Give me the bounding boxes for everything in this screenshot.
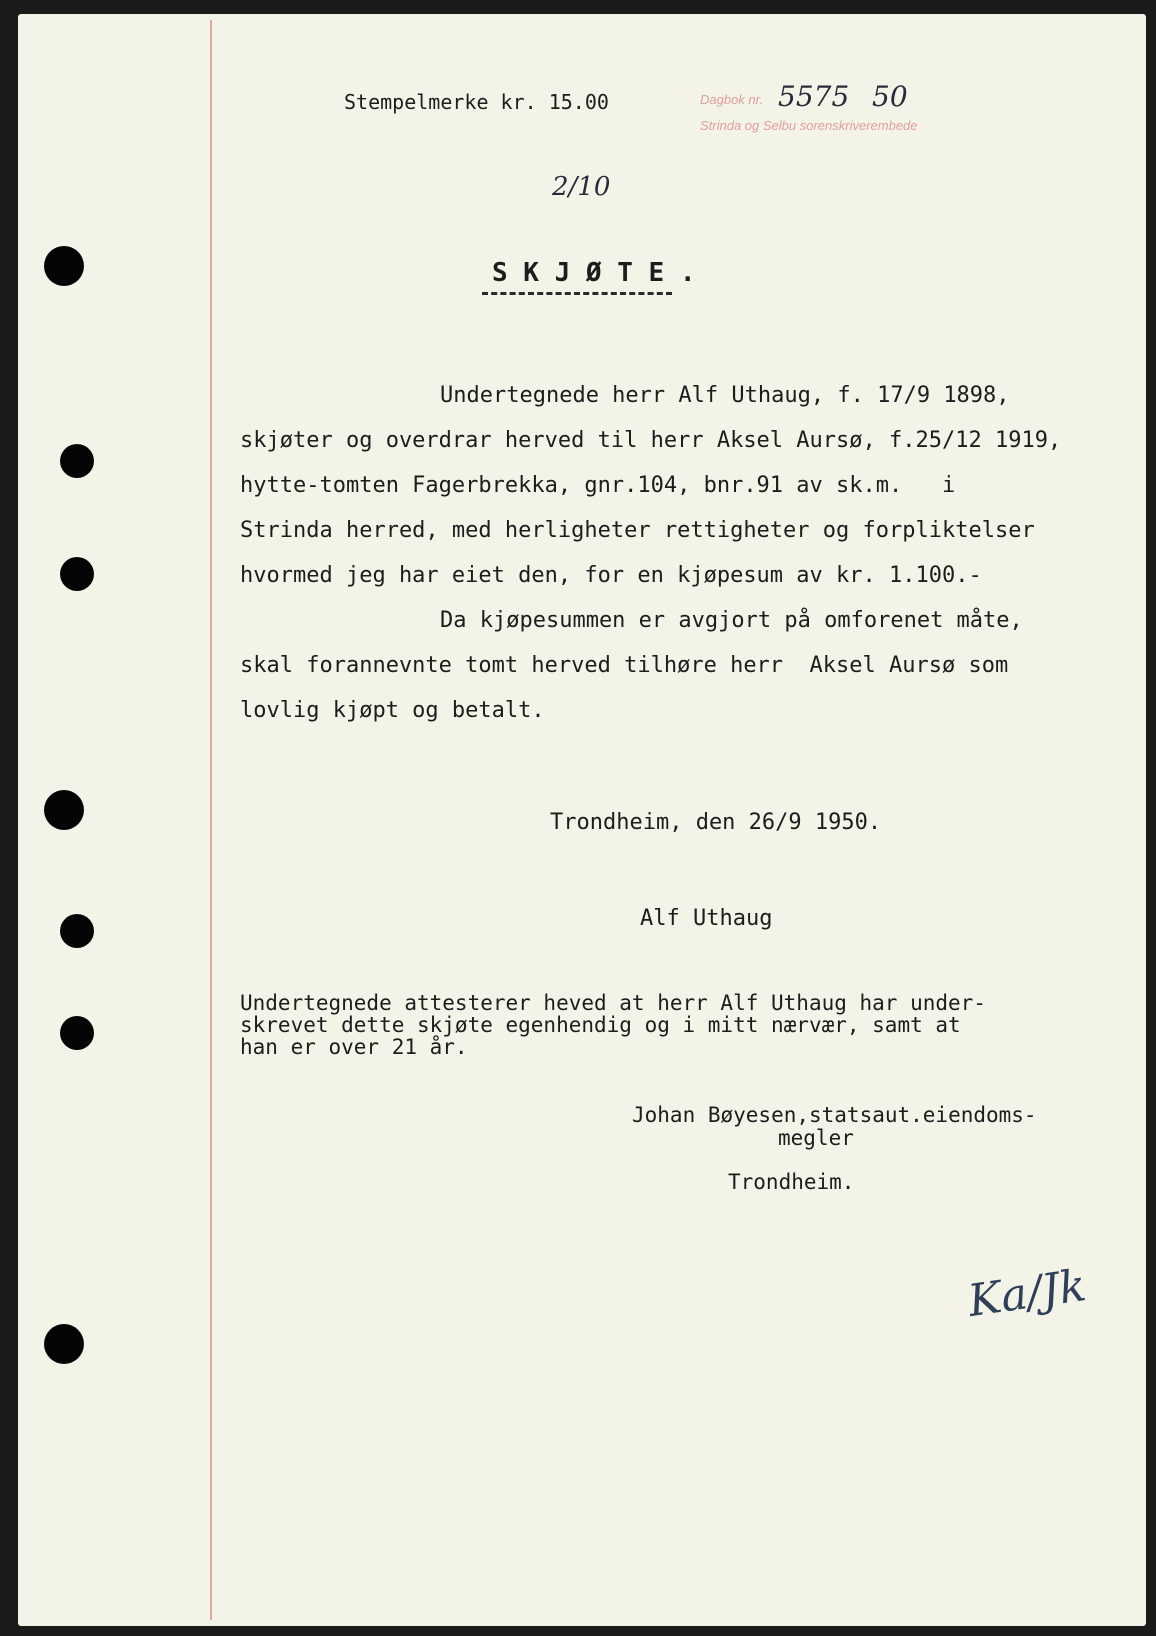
signatory-name: Alf Uthaug	[640, 906, 773, 931]
register-year: 50	[872, 80, 908, 113]
witness-name: Johan Bøyesen,statsaut.eiendoms-	[632, 1103, 1037, 1127]
body-line: Undertegnede herr Alf Uthaug, f. 17/9 1898,	[440, 383, 1010, 408]
place-date: Trondheim, den 26/9 1950.	[550, 810, 882, 835]
document-title: S K J Ø T E .	[492, 258, 696, 288]
punch-hole	[44, 790, 84, 830]
stamp-fee: Stempelmerke kr. 15.00	[344, 90, 609, 114]
body-line: hvormed jeg har eiet den, for en kjøpesum av kr. 1.100.-	[240, 563, 982, 588]
body-line: hytte-tomten Fagerbrekka, gnr.104, bnr.91 av sk.m. i	[240, 473, 956, 498]
handwritten-initials: Ka/Jk	[965, 1260, 1090, 1327]
title-underline	[482, 292, 672, 295]
witness-title: megler	[778, 1126, 854, 1150]
punch-hole	[44, 1324, 84, 1364]
punch-hole	[60, 914, 94, 948]
body-line: Da kjøpesummen er avgjort på omforenet måte,	[440, 608, 1023, 633]
folio-number: 2/10	[552, 172, 611, 202]
register-stamp-label: Dagbok nr.	[700, 92, 764, 107]
punch-hole	[44, 246, 84, 286]
register-stamp-office: Strinda og Selbu sorenskriverembede	[700, 118, 918, 133]
punch-hole	[60, 557, 94, 591]
margin-line	[210, 20, 212, 1620]
attestation-line: han er over 21 år.	[240, 1035, 468, 1059]
punch-hole	[60, 1016, 94, 1050]
body-line: Strinda herred, med herligheter rettigheter og forpliktelser	[240, 518, 1035, 543]
punch-hole	[60, 444, 94, 478]
register-number: 5575	[778, 80, 850, 113]
body-line: lovlig kjøpt og betalt.	[240, 698, 545, 723]
body-line: skjøter og overdrar herved til herr Aksel Aursø, f.25/12 1919,	[240, 428, 1062, 453]
witness-city: Trondheim.	[728, 1170, 855, 1194]
attestation-line: Undertegnede attesterer heved at herr Alf Uthaug har under-	[240, 991, 986, 1015]
body-line: skal forannevnte tomt herved tilhøre herr Aksel Aursø som	[240, 653, 1009, 678]
attestation-line: skrevet dette skjøte egenhendig og i mitt nærvær, samt at	[240, 1013, 961, 1037]
